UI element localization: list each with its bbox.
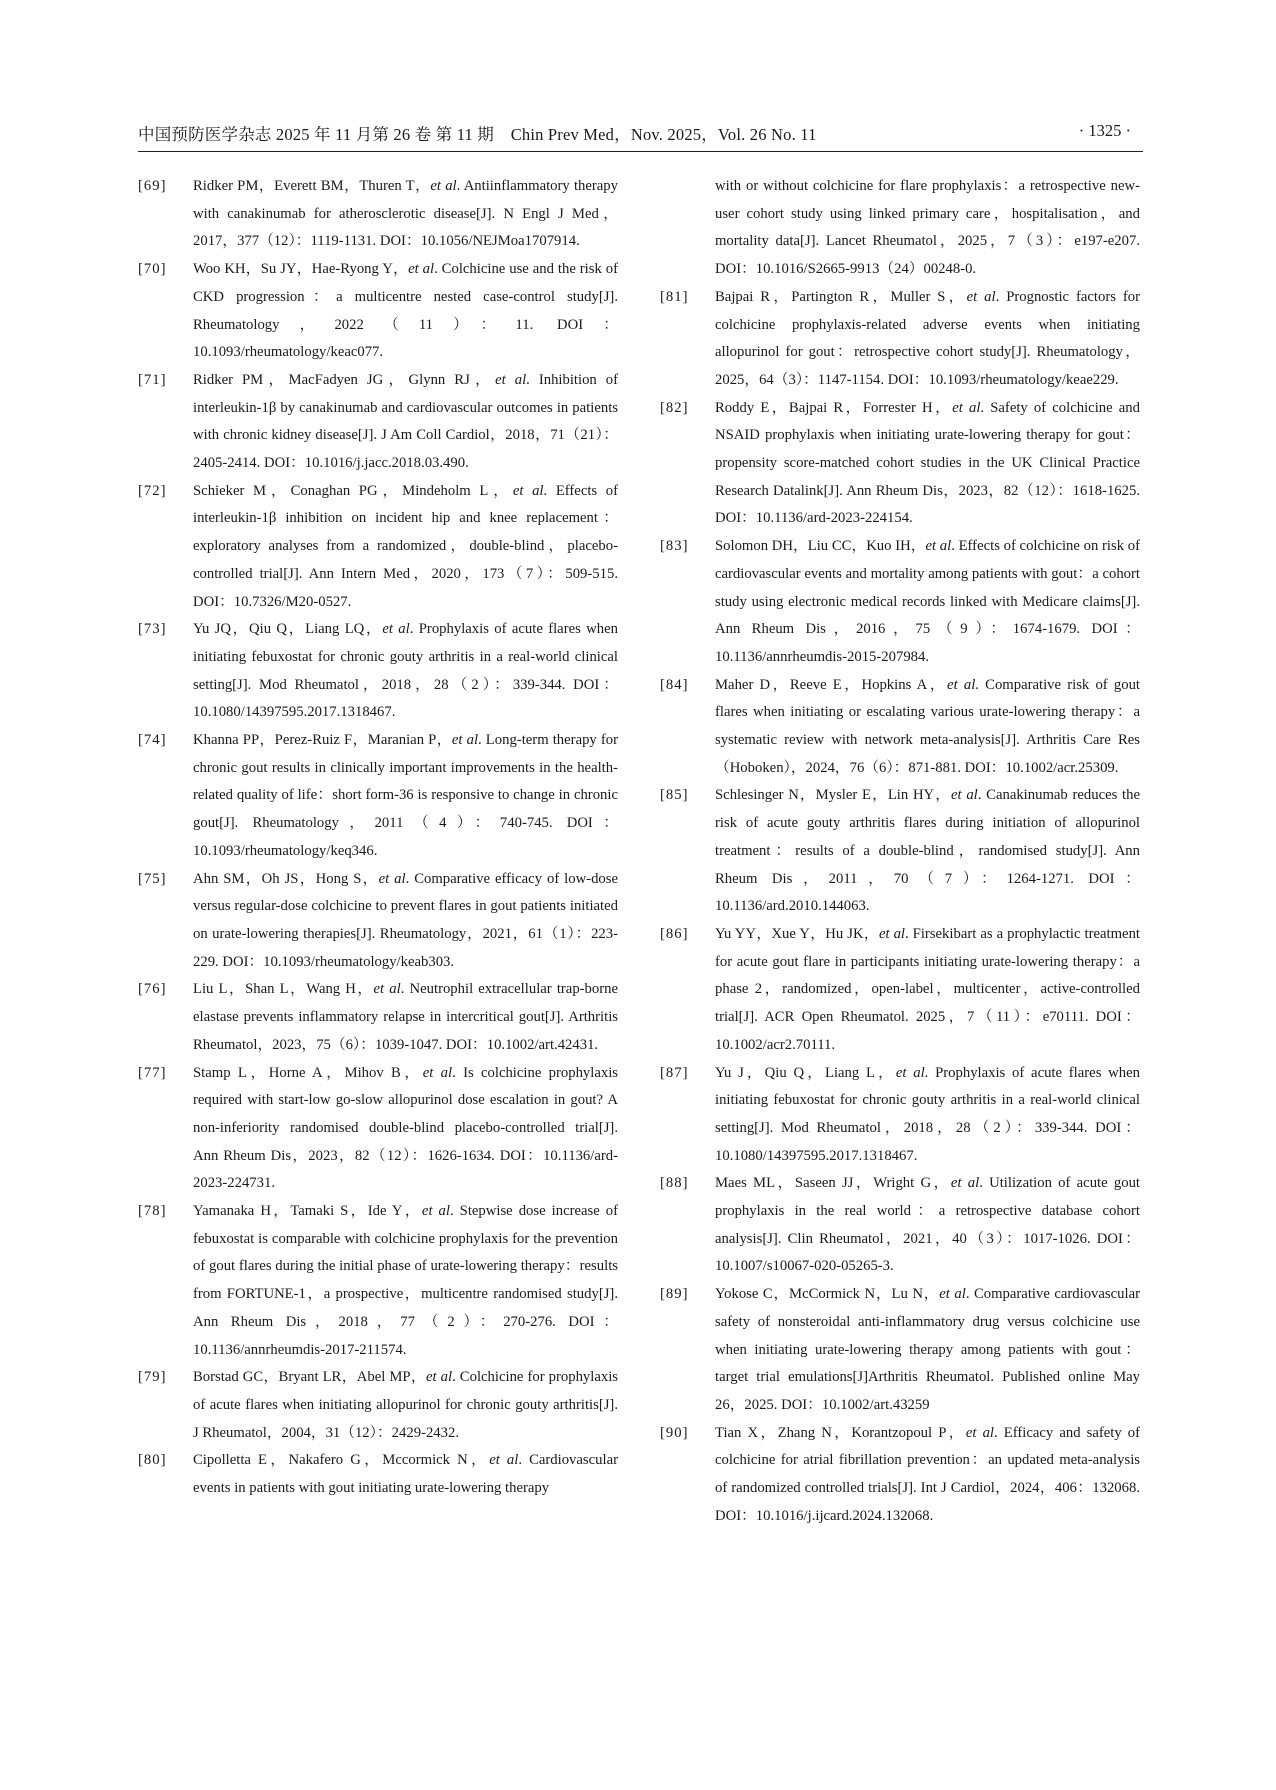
reference-authors: Schieker M，Conaghan PG，Mindeholm L， <box>193 482 513 499</box>
reference-etal: et al <box>512 482 544 499</box>
reference-authors: Ahn SM，Oh JS，Hong S， <box>193 870 379 887</box>
reference-authors: Solomon DH，Liu CC，Kuo IH， <box>715 538 926 555</box>
reference-details: . Antiinflammatory therapy with canakinumab for atherosclerotic disease[J]. N Engl J Med，2017，377（12）：1119-1131. DOI：10.1056/NEJMoa1707914. <box>193 178 618 250</box>
reference-authors: Yu YY，Xue Y，Hu JK， <box>715 925 879 942</box>
reference-column-left <box>138 173 618 1503</box>
reference-authors: Bajpai R，Partington R，Muller S， <box>715 288 967 305</box>
reference-number: [82] <box>660 399 689 416</box>
reference-authors: Ridker PM，Everett BM，Thuren T， <box>193 178 431 194</box>
reference-entry <box>660 1060 1140 1171</box>
reference-etal: et al <box>421 1203 450 1220</box>
reference-details: . Long-term therapy for chronic gout results in clinically important improvements in the health-related quality of life：short form-36 is responsive to change in chronic gout[J]. Rheumatology，2011（4）：740-745. DOI：10.1093/rheumatology/keq346. <box>193 732 619 859</box>
reference-continuation: with or without colchicine for flare prophylaxis：a retrospective new-user cohort study using linked primary care，hospitalisation，and mortality data[J]. Lancet Rheumatol，2025，7（3）：e197-e207. DOI：10.1016/S2665-9913（24）00248-0. <box>715 178 1140 278</box>
reference-details: . Effects of colchicine on risk of cardiovascular events and mortality among patients with gout：a cohort study using electronic medical records linked with Medicare claims[J]. Ann Rheum Dis，2016，75（9）：1674-1679. DOI：10.1136/annrheumdis-2015-207984. <box>715 538 1140 665</box>
reference-details: . Is colchicine prophylaxis required with start-low go-slow allopurinol dose escalation in gout? A non-inferiority randomised double-blind placebo-controlled trial[J]. Ann Rheum Dis，2023，82（12）：1626-1634. DOI：10.1136/ard-2023-224731. <box>193 1064 619 1192</box>
reference-details: . Comparative efficacy of low-dose versus regular-dose colchicine to prevent flares in gout patients initiated on urate-lowering therapies[J]. Rheumatology，2021，61（1）：223-229. DOI：10.1093/rheumatology/keab303. <box>193 870 618 970</box>
reference-authors: Cipolletta E，Nakafero G，Mccormick N， <box>193 1452 490 1469</box>
reference-entry <box>660 921 1140 1060</box>
reference-entry <box>660 1420 1140 1531</box>
reference-number: [72] <box>138 482 167 499</box>
reference-entry <box>138 173 618 256</box>
reference-entry <box>138 727 618 866</box>
reference-details: . Firsekibart as a prophylactic treatment for acute gout flare in participants initiating urate-lowering therapy：a phase 2，randomized，open-label，multicenter，active-controlled trial[J]. ACR Open Rheumatol. 2025，7（11）：e70111. DOI：10.1002/acr2.70111. <box>715 925 1140 1053</box>
reference-entry <box>138 256 618 367</box>
reference-authors: Borstad GC，Bryant LR，Abel MP， <box>193 1369 427 1386</box>
reference-entry <box>660 1281 1140 1420</box>
reference-entry <box>138 616 618 727</box>
reference-etal: et al <box>952 399 981 416</box>
reference-etal: et al <box>495 371 527 388</box>
reference-entry <box>138 1198 618 1364</box>
reference-etal: et al <box>373 981 401 998</box>
reference-etal: et al <box>939 1286 966 1303</box>
reference-etal: et al <box>950 787 978 804</box>
reference-details: . Neutrophil extracellular trap-borne elastase prevents inflammatory relapse in intercritical gout[J]. Arthritis Rheumatol，2023，75（6）：1039-1047. DOI：10.1002/art.42431. <box>193 981 618 1053</box>
reference-entry <box>660 533 1140 672</box>
reference-details: . Prognostic factors for colchicine prophylaxis-related adverse events when initiating allopurinol for gout：retrospective cohort study[J]. Rheumatology，2025，64（3）：1147-1154. DOI：10.1093/rheumatology/keae229. <box>715 288 1140 388</box>
reference-entry <box>138 976 618 1059</box>
reference-details: . Prophylaxis of acute flares when initiating febuxostat for chronic gouty arthritis in a real-world clinical setting[J]. Mod Rheumatol，2018，28（2）：339-344. DOI：10.1080/14397595.2017.1318467. <box>715 1064 1140 1164</box>
reference-etal: et al <box>947 676 976 693</box>
reference-details: . Comparative risk of gout flares when initiating or escalating various urate-lowering therapy：a systematic review with network meta-analysis[J]. Arthritis Care Res（Hoboken），2024，76（6）：871-881. DOI：10.1002/acr.25309. <box>715 676 1141 776</box>
reference-number: [78] <box>138 1203 167 1220</box>
reference-details: . Cardiovascular events in patients with gout initiating urate-lowering therapy <box>193 1452 618 1497</box>
reference-number: [74] <box>138 732 167 749</box>
reference-entry <box>138 1060 618 1199</box>
reference-number: [70] <box>138 261 167 278</box>
reference-number: [73] <box>138 621 167 638</box>
reference-authors: Liu L，Shan L，Wang H， <box>193 981 374 998</box>
reference-details: . Effects of interleukin-1β inhibition on incident hip and knee replacement：exploratory analyses from a randomized，double-blind，placebo-controlled trial[J]. Ann Intern Med，2020，173（7）：509-515. DOI：10.7326/M20-0527. <box>193 482 618 610</box>
reference-number: [89] <box>660 1286 689 1303</box>
reference-etal: et al <box>426 1369 453 1386</box>
reference-etal: et al <box>422 1064 453 1081</box>
reference-entry <box>138 367 618 478</box>
reference-details: . Colchicine for prophylaxis of acute flares when initiating allopurinol for chronic gouty arthritis[J]. J Rheumatol，2004，31（12）：2429-2432. <box>193 1369 618 1441</box>
reference-authors: Yu JQ，Qiu Q，Liang LQ， <box>193 621 383 638</box>
reference-number: [86] <box>660 925 689 942</box>
reference-number: [85] <box>660 787 689 804</box>
reference-details: . Canakinumab reduces the risk of acute gouty arthritis flares during initiation of allopurinol treatment：results of a double-blind，randomised study[J]. Ann Rheum Dis，2011，70（7）：1264-1271. DOI：10.1136/ard.2010.144063. <box>715 787 1141 915</box>
reference-etal: et al <box>451 732 479 749</box>
reference-number: [77] <box>138 1064 167 1081</box>
journal-citation: 中国预防医学杂志 2025 年 11 月第 26 卷 第 11 期 Chin Prev Med，Nov. 2025，Vol. 26 No. 11 <box>138 125 817 144</box>
reference-etal: et al <box>382 621 410 638</box>
reference-entry <box>660 1170 1140 1281</box>
reference-number: [69] <box>138 178 167 194</box>
reference-authors: Yamanaka H，Tamaki S，Ide Y， <box>193 1203 422 1220</box>
reference-details: . Safety of colchicine and NSAID prophylaxis when initiating urate-lowering therapy for gout：propensity score-matched cohort studies in the UK Clinical Practice Research Datalink[J]. Ann Rheum Dis，2023，82（12）：1618-1625. DOI：10.1136/ard-2023-224154. <box>715 399 1140 527</box>
reference-number: [81] <box>660 288 689 305</box>
reference-details: . Comparative cardiovascular safety of nonsteroidal anti-inflammatory drug versus colchicine use when initiating urate-lowering therapy among patients with gout：target trial emulations[J]Arthritis Rheumatol. Published online May 26，2025. DOI：10.1002/art.43259 <box>715 1286 1140 1413</box>
reference-authors: Maes ML，Saseen JJ，Wright G， <box>715 1175 951 1192</box>
reference-authors: Roddy E，Bajpai R，Forrester H， <box>715 399 953 416</box>
reference-entry <box>660 782 1140 921</box>
reference-number: [90] <box>660 1424 689 1441</box>
reference-entry <box>138 1447 618 1502</box>
reference-authors: Yokose C，McCormick N，Lu N， <box>715 1286 940 1303</box>
reference-etal: et al <box>378 870 406 887</box>
page-number: · 1325 · <box>1078 121 1131 140</box>
reference-authors: Khanna PP，Perez-Ruiz F，Maranian P， <box>193 732 452 749</box>
reference-etal: et al <box>878 925 905 942</box>
reference-entry <box>138 866 618 977</box>
reference-details: . Efficacy and safety of colchicine for atrial fibrillation prevention：an updated meta-analysis of randomized controlled trials[J]. Int J Cardiol，2024，406：132068. DOI：10.1016/j.ijcard.2024.132068. <box>715 1424 1141 1524</box>
reference-authors: Ridker PM，MacFadyen JG，Glynn RJ， <box>193 371 496 388</box>
reference-number: [87] <box>660 1064 689 1081</box>
reference-number: [76] <box>138 981 167 998</box>
reference-etal: et al <box>965 1424 995 1441</box>
reference-details: . Utilization of acute gout prophylaxis in the real world：a retrospective database cohort analysis[J]. Clin Rheumatol，2021，40（3）：1017-1026. DOI：10.1007/s10067-020-05265-3. <box>715 1175 1140 1275</box>
reference-column-right <box>660 173 1140 1530</box>
running-header <box>138 121 1143 152</box>
reference-entry <box>138 478 618 617</box>
reference-etal: et al <box>430 178 457 194</box>
reference-authors: Yu J，Qiu Q，Liang L， <box>715 1064 896 1081</box>
reference-details: . Stepwise dose increase of febuxostat is comparable with colchicine prophylaxis for the prevention of gout flares during the initial phase of urate-lowering therapy：results from FORTUNE-1，a prospective，multicentre randomised study[J]. Ann Rheum Dis，2018，77（2）：270-276. DOI：10.1136/annrheumdis-2017-211574. <box>193 1203 618 1358</box>
reference-number: [83] <box>660 538 689 555</box>
reference-etal: et al <box>925 538 952 555</box>
reference-number: [80] <box>138 1452 167 1469</box>
reference-entry <box>660 395 1140 534</box>
reference-details: . Colchicine use and the risk of CKD progression：a multicentre nested case-control study[J]. Rheumatology，2022（11）：11. DOI：10.1093/rheumatology/keac077. <box>193 261 618 361</box>
reference-number: [71] <box>138 371 167 388</box>
reference-entry <box>138 1364 618 1447</box>
reference-etal: et al <box>489 1452 519 1469</box>
reference-authors: Stamp L，Horne A，Mihov B， <box>193 1064 423 1081</box>
reference-entry <box>660 672 1140 783</box>
reference-authors: Tian X，Zhang N，Korantzopoul P， <box>715 1424 966 1441</box>
reference-authors: Maher D，Reeve E，Hopkins A， <box>715 676 948 693</box>
reference-number: [75] <box>138 870 167 887</box>
reference-etal: et al <box>966 288 996 305</box>
reference-number: [88] <box>660 1175 689 1192</box>
reference-details: . Inhibition of interleukin-1β by canakinumab and cardiovascular outcomes in patients with chronic kidney disease[J]. J Am Coll Cardiol，2018，71（21）：2405-2414. DOI：10.1016/j.jacc.2018.03.490. <box>193 371 618 472</box>
reference-etal: et al <box>408 261 435 278</box>
reference-authors: Schlesinger N，Mysler E，Lin HY， <box>715 787 951 804</box>
reference-etal: et al <box>950 1175 980 1192</box>
reference-authors: Woo KH，Su JY，Hae-Ryong Y， <box>193 261 409 278</box>
reference-entry <box>660 284 1140 395</box>
reference-etal: et al <box>895 1064 925 1081</box>
reference-details: . Prophylaxis of acute flares when initiating febuxostat for chronic gouty arthritis in a real-world clinical setting[J]. Mod Rheumatol，2018，28（2）：339-344. DOI：10.1080/14397595.2017.1318467. <box>193 621 618 721</box>
reference-number: [79] <box>138 1369 167 1386</box>
reference-number: [84] <box>660 676 689 693</box>
